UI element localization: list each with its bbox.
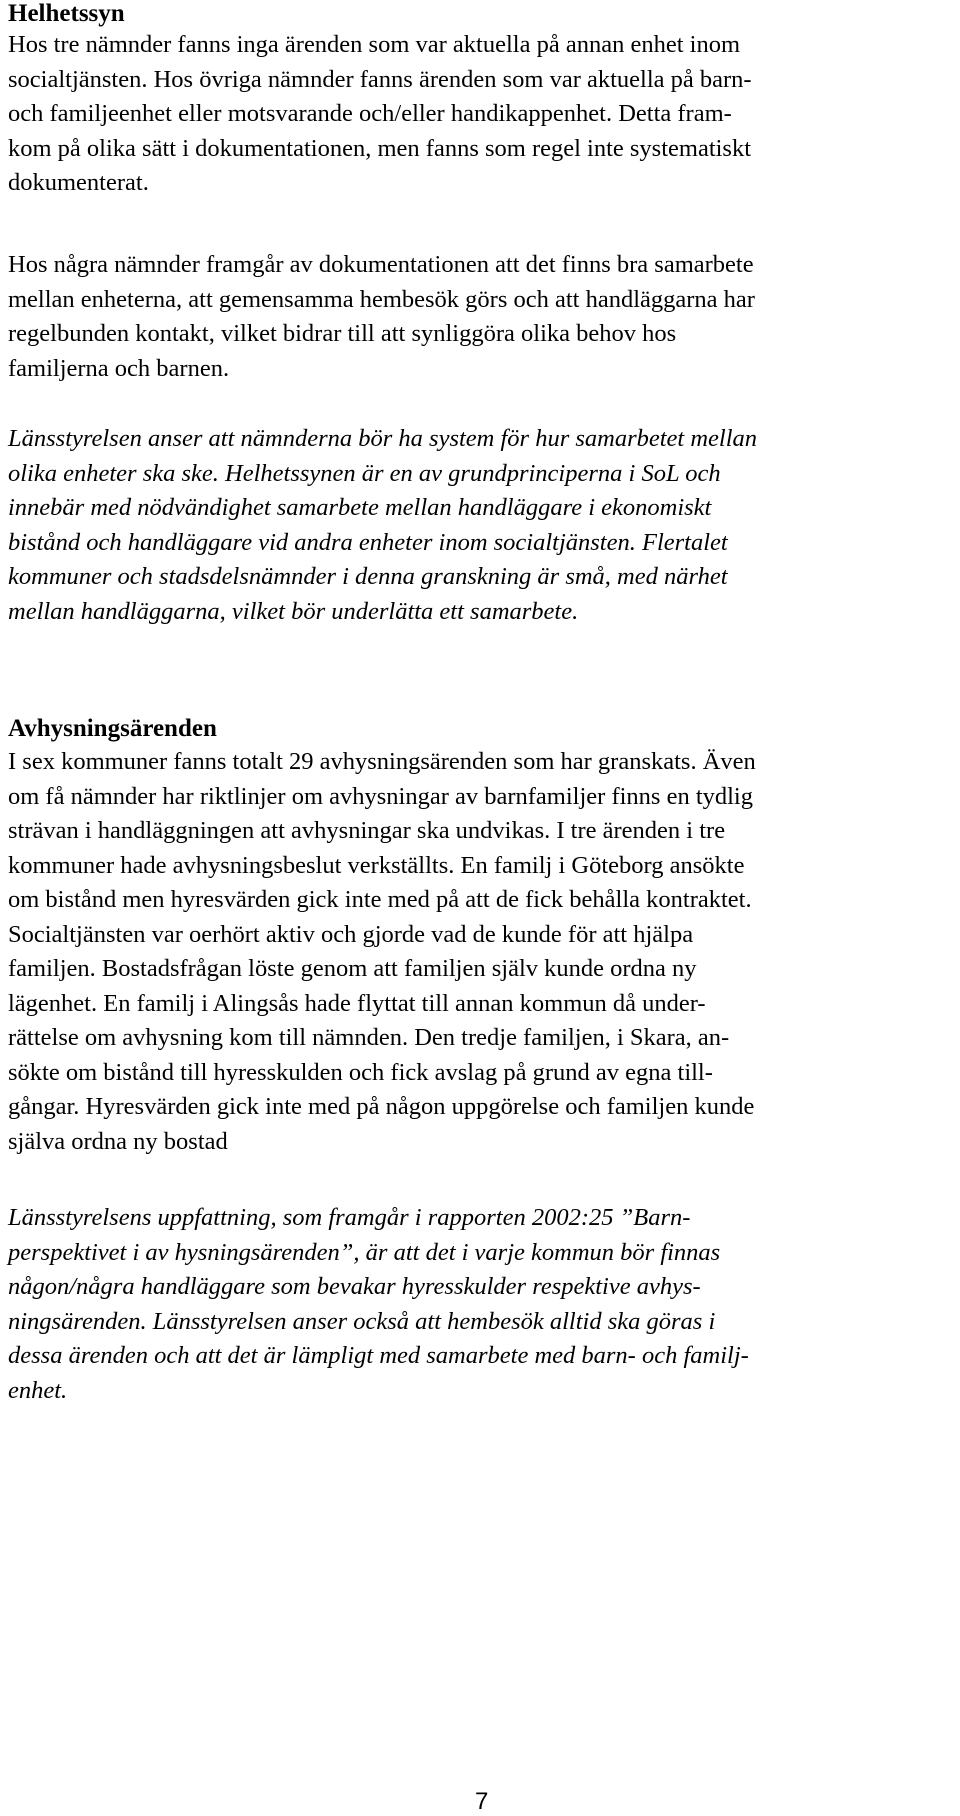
- italic-paragraph: Länsstyrelsen anser att nämnderna bör ha system för hur samarbetet mellan olika enheter ska ske. Helhetssynen är en av grundprinciperna i SoL och innebär med nödvändighet samarbete mellan handläggare i ekonomiskt bistånd och handläggare vid andra enheter inom socialtjänsten. Flertalet kommuner och stadsdelsnämnder i denna granskning är små, med närhet mellan handläggarna, vilket bör underlätta ett samarbete.: [8, 425, 758, 625]
- paragraph: Hos tre nämnder fanns inga ärenden som var aktuella på annan enhet inom socialtjänsten. Hos övriga nämnder fanns ärenden som var aktuella på barn- och familjeenhet eller motsvarande och/eller handikappenhet. Detta fram- kom på olika sätt i dokumentationen, men fanns som regel inte systematiskt dokumenterat.: [8, 31, 752, 196]
- paragraph: Hos några nämnder framgår av dokumentationen att det finns bra samarbete mellan enheterna, att gemensamma hembesök görs och att handläggarna har regelbunden kontakt, vilket bidrar till att synliggöra olika behov hos familjerna och barnen.: [8, 251, 755, 382]
- section-heading-avhysningsarenden: Avhysningsärenden: [8, 715, 217, 742]
- paragraph: I sex kommuner fanns totalt 29 avhysningsärenden som har granskats. Även om få nämnder har riktlinjer om avhysningar av barnfamiljer finns en tydlig strävan i handläggningen att avhysningar ska undvikas. I tre ärenden i tre kommuner hade avhysningsbeslut verkställts. En familj i Göteborg ansökte om bistånd men hyresvärden gick inte med på att de fick behålla kontraktet. Socialtjänsten var oerhört aktiv och gjorde vad de kunde för att hjälpa familjen. Bostadsfrågan löste genom att familjen själv kunde ordna ny lägenhet. En familj i Alingsås hade flyttat till annan kommun då under- rättelse om avhysning kom till nämnden. Den tredje familjen, i Skara, an- sökte om bistånd till hyresskulden och fick avslag på grund av egna till- gångar. Hyresvärden gick inte med på någon uppgörelse och familjen kunde själva ordna ny bostad: [8, 748, 756, 1155]
- italic-paragraph: Länsstyrelsens uppfattning, som framgår i rapporten 2002:25 ”Barn- perspektivet i av hysningsärenden”, är att det i varje kommun bör finnas någon/några handläggare som bevakar hyresskulder respektive avhys- ningsärenden. Länsstyrelsen anser också att hembesök alltid ska göras i dessa ärenden och att det är lämpligt med samarbete med barn- och familj- enhet.: [8, 1204, 749, 1404]
- page-number: 7: [475, 1788, 489, 1815]
- section-heading-helhetssyn: Helhetssyn: [8, 0, 125, 27]
